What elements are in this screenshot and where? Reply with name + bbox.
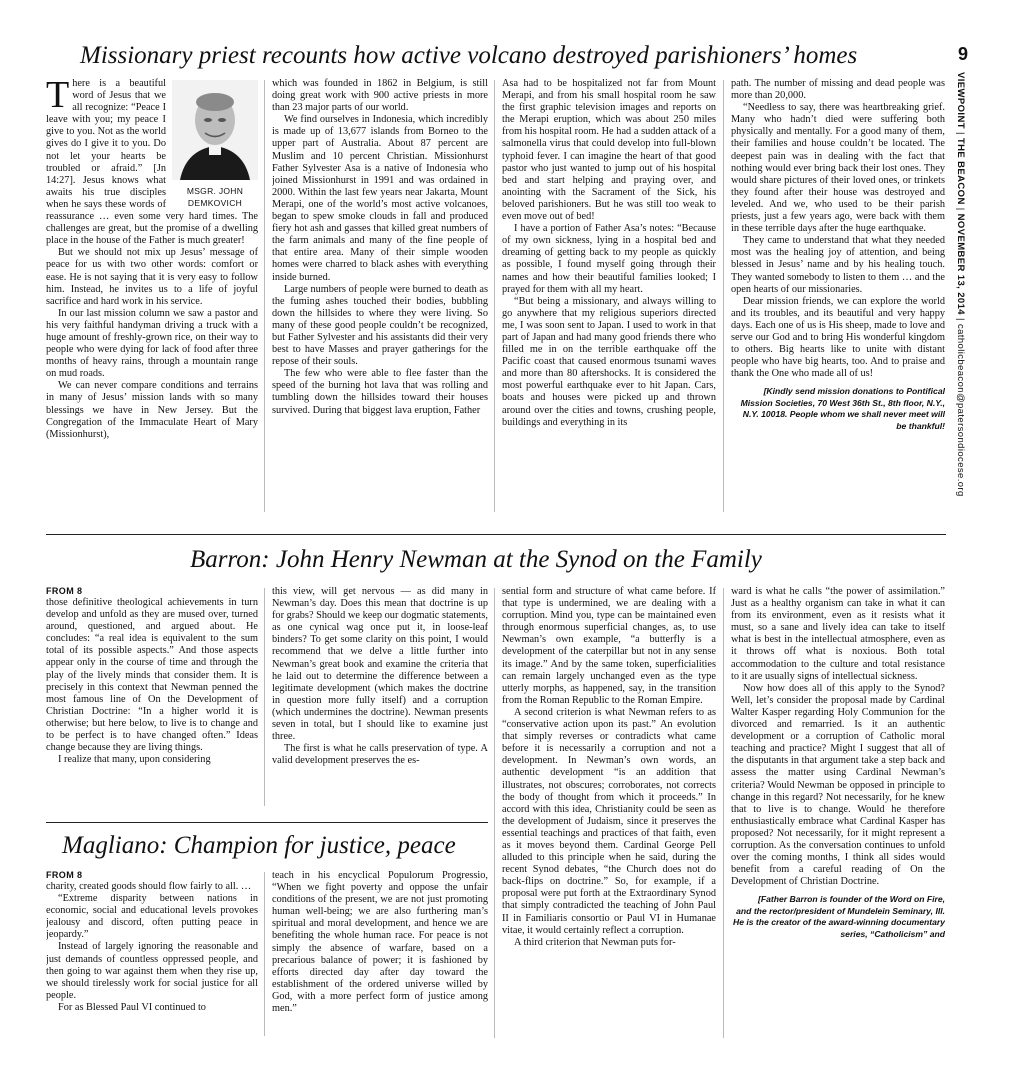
article1-paragraph: We find ourselves in Indonesia, which incredibly is made up of 13,677 islands from Borneo to the upper part of Australia. About 87 percent are Muslim and 10 percent Christian. Missionhurst Father Sylvester Asa is a native of Indonesia who joined Missionhurst in 1991 and was ordained in 2000. Within the last few years near Jakarta, Mount Merapi, one of the world’s most active volcanoes, began to spew smoke clouds in fall and produced fiery hot ash and gasses that killed great numbers of the farm animals and many of the fine people of that entire area. Many of their simple wooden homes were charred to black ashes with everything inside burned. — [272, 114, 488, 283]
article1-footnote: [Kindly send mission donations to Pontifical Mission Societies, 70 West 36th St., 8th floor, N.Y., N.Y. 10018. People whom we shall never meet will be thankful! — [740, 386, 945, 431]
section-name: VIEWPOINT — [955, 72, 966, 129]
article2-column-2 — [272, 586, 488, 810]
article3-paragraph: “Extreme disparity between nations in economic, social and educational levels provokes jealousy and discord, often putting peace in jeopardy.” — [46, 893, 258, 941]
sidebar-separator-2: | — [955, 207, 966, 211]
article2-paragraph: I realize that many, upon considering — [58, 754, 211, 766]
article3-paragraph: charity, created goods should flow fairly to all. … — [46, 881, 252, 892]
article2-footnote: [Father Barron is founder of the Word on Fire, and the rector/president of Mundelein Seminary, Ill. He is the creator of the award-winning documentary series, “Catholicism” and — [732, 894, 945, 939]
page-number: 9 — [957, 44, 968, 64]
article2-paragraph: those definitive theological achievements in turn develop and unfold as they are mused over, turned around, questioned, and argued about. He concludes: “a real idea is equivalent to the sum total of its possible aspects.” And those aspects appear only in the course of time and through the play of the lively minds that consider them. It is precisely in this context that Newman penned the most famous line of On the Development of Christian Doctrine: “In a higher world it is otherwise; but here below, to live is to change and to be perfect is to have changed often.” Ideas change because they are living things. — [46, 597, 258, 754]
article2-paragraph: sential form and structure of what came before. If that type is undermined, we are dealing with a corruption. Mind you, type can be maintained even through enormous superficial changes, as, to use Newman’s own example, “a butterfly is a development of the caterpillar but not in any sense its image.” And by the same token, superficialities can remain largely unchanged even as the type utterly morphs, as happened, say, in the transition from the Roman Republic to the Roman Empire. — [502, 586, 716, 706]
sidebar-separator-1: | — [955, 131, 966, 135]
drop-cap: T — [46, 78, 70, 116]
article1-paragraph: path. The number of missing and dead people was more than 20,000. — [731, 78, 945, 102]
article1-column-4 — [731, 78, 945, 514]
column-divider — [723, 80, 724, 512]
article1-paragraph: The few who were able to flee faster than the speed of the burning hot lava that was rolling and tumbling down the hillsides toward their houses survived. During that biggest lava eruption, Father — [272, 368, 488, 416]
section-rule — [46, 822, 488, 823]
article3-paragraph: teach in his encyclical Populorum Progressio, “When we fight poverty and oppose the unfair conditions of the present, we are not just promoting human well-being; we are also furthering man’s spiritual and moral development, and hence we are benefiting the whole human race. For peace is not simply the absence of warfare, based on a precarious balance of power; it is fashioned by efforts directed day after day toward the establishment of the ordered universe willed by God, with a more perfect form of justice among men.” — [272, 870, 488, 1015]
article3-headline: Magliano: Champion for justice, peace — [62, 832, 456, 859]
website: catholicbeacon@patersondiocese.org — [955, 323, 966, 497]
column-divider — [264, 80, 265, 512]
issue-date: NOVEMBER 13, 2014 — [955, 213, 966, 315]
article1-paragraph: They came to understand that what they needed most was the healing joy of attention, and being blessed in Jesus’ name and by his healing touch. They wanted somebody to listen to them … and the open hearts of our missionaries. — [731, 235, 945, 295]
column-divider — [494, 588, 495, 1038]
article1-paragraph: which was founded in 1862 in Belgium, is still doing great work with 900 active priests in more than 23 major parts of our world. — [272, 78, 488, 114]
article2-column-1 — [46, 586, 258, 810]
article3-paragraph: Instead of largely ignoring the reasonable and just demands of countless oppressed people, and then going to war against them when they rise up, we should tirelessly work for social justice for all people. — [46, 941, 258, 1001]
article3-column-2 — [272, 870, 488, 1040]
column-divider — [494, 80, 495, 512]
article1-paragraph: In our last mission column we saw a pastor and his very faithful handyman driving a truck with a huge amount of freshly-grown rice, on their way to people who were dying for lack of food after three months of heavy rains, through a mountain range on mud roads. — [46, 307, 258, 380]
continued-from-label: FROM 8 — [46, 586, 83, 596]
article2-column-3 — [502, 586, 716, 1042]
photo-caption-line-2: DEMKOVICH — [187, 198, 243, 209]
column-divider — [264, 872, 265, 1036]
sidebar-text — [955, 72, 966, 497]
article2-paragraph: A second criterion is what Newman refers to as “conservative action upon its past.” An evolution that simply reverses or contradicts what came before it is necessarily a corruption and not a development. In Newman’s own words, an authentic development “is an addition that illustrates, not obscures; corroborates, not corrects the body of thought from which it proceeds.” In accord with this idea, Christianity could be seen as the development of Judaism, since it preserves the essential teachings and practices of that faith, even as it moves beyond them. Cardinal George Pell alluded to this principle when he said, during the recent Synod debates, “the Church does not do back-flips on doctrine.” So, for example, if a proposal were put forth at the Extraordinary Synod that simply contradicted the teaching of John Paul II in Familiaris consortio or Paul VI in Humanae vitae, it would certainly reflect a corruption. — [502, 706, 716, 936]
column-divider — [723, 588, 724, 1038]
column-divider — [264, 588, 265, 806]
article3-column-1 — [46, 870, 258, 1040]
photo-caption-line-1: MSGR. JOHN — [186, 186, 244, 197]
lead-text: here is a beautiful word of Jesus that we all recognize: “Peace I leave with you; my peace I give to you. Not as the world gives do I give it to you. Do not let your hearts be troubled or afraid.” [Jn 14:27]. Jesus knows what awaits his true disciples when he says these words of reassurance … even some very hard times. The challenges are great, but the promise of a dwelling place in the house of the Father is much greater! — [46, 78, 258, 247]
page-sidebar — [948, 44, 978, 514]
article2-column-4 — [731, 586, 945, 1042]
article2-paragraph: Now how does all of this apply to the Synod? Well, let’s consider the proposal made by Cardinal Walter Kasper regarding Holy Communion for the divorced and remarried. Is it an authentic development or a corruption of Catholic moral teaching and practice? Might I suggest that all of the disputants in that argument take a step back and assess the matter using Cardinal Newman’s criteria? Would Newman be opposed in principle to change in this regard? Not necessarily, for he knew that to live is to change. Would he therefore enthusiastically embrace what Cardinal Kasper has proposed? Not necessarily, for it might represent a corruption. As the conversation continues to unfold over the coming months, I think all sides would benefit from a careful reading of On the Development of Christian Doctrine. — [731, 682, 945, 888]
article1-paragraph: “Needless to say, there was heartbreaking grief. Many who hadn’t died were suffering both physically and mentally. For a good many of them, their families and house couldn’t be located. The deepest pain was in dealing with the fact that nothing would ever bring back their lost ones. They would share pictures of their loved ones, or trinkets they found after their house was destroyed and leveled. And we, who used to be their parish priests, just a few years ago, were back with them in these terrible days after the huge earthquake. — [731, 102, 945, 235]
article3-paragraph: For as Blessed Paul VI continued to — [58, 1001, 206, 1013]
continued-from-label: FROM 8 — [46, 870, 83, 880]
article1-paragraph: “But being a missionary, and always willing to go anywhere that my religious superiors directed me, I was soon sent to Japan. I used to work in that part of Japan and had many good friends there who filled me in on the terrible earthquake off the Pacific coast that caused enormous tsunami waves and more than 80 aftershocks. It is considered the most powerful earthquake ever to hit Japan. Cars, boats and houses were picked up and thrown around over the cities and towns, crushing people, buildings and everything in its — [502, 295, 716, 428]
article1-paragraph: Dear mission friends, we can explore the world and its troubles, and its beautiful and very happy days. Each one of us is His sheep, made to love and serve our God and to bring His wonderful kingdom to others. Big hearts like to unite with distant people who have big hearts, too. And to praise and thank the One who made all of us! — [731, 295, 945, 380]
article1-paragraph: Asa had to be hospitalized not far from Mount Merapi, and from his small hospital room he saw the first graphic television images and reports on the Merapi eruption, which was about 250 miles from his hospital room. He had a sudden attack of a salmonella virus that could develop into full-blown typhoid fever. I can imagine the heart of that good pastor who just wanted to jump out of his hospital bed and start helping and praying over, and anointing with the Sacrament of the Sick, his beloved parishioners. But he was still too weak to even move out of bed! — [502, 78, 716, 223]
article1-column-3 — [502, 78, 716, 514]
article2-headline: Barron: John Henry Newman at the Synod on the Family — [190, 546, 762, 573]
article2-paragraph: this view, will get nervous — as did many in Newman’s day. Does this mean that doctrine is up for grabs? Should we keep our dogmatic statements, as one cynical wag once put it, in loose-leaf binders? To get some clarity on this point, I would recommend that we delve a little further into Newman’s great book and examine the criteria that he laid out to determine the difference between a legitimate development (which makes the doctrine in question more fully itself) and a corruption (which undermines the doctrine). Newman presents seven in total, but I should like to examine just three. — [272, 586, 488, 743]
article1-paragraph: We can never compare conditions and terrains in many of Jesus’ mission lands with so many blessings we have in New Jersey. But the Congregation of the Immaculate Heart of Mary (Missionhurst), — [46, 380, 258, 440]
article2-paragraph: The first is what he calls preservation of type. A valid development preserves the es- — [272, 743, 488, 767]
article1-column-2 — [272, 78, 488, 514]
article1-headline: Missionary priest recounts how active volcano destroyed parishioners’ homes — [80, 42, 858, 69]
sidebar-separator-3: | — [955, 318, 966, 321]
author-photo — [172, 80, 258, 208]
paper-name: THE BEACON — [955, 137, 966, 205]
section-rule — [46, 534, 946, 535]
article1-lead-paragraph — [46, 78, 258, 247]
article1-paragraph: I have a portion of Father Asa’s notes: “Because of my own sickness, lying in a hospital bed and dreaming of getting back to my people as quickly as possible, I found myself going through their names and how their beautiful families looked; I prayed for them with all my heart. — [502, 223, 716, 295]
article2-paragraph: A third criterion that Newman puts for- — [514, 936, 676, 948]
article1-paragraph: Large numbers of people were burned to death as the fuming ashes touched their bodies, bubbling down the hillsides to where they were living. So many of these good people couldn’t be recognized, but Father Sylvester and his assistants did their very best to have Masses and prayer gatherings for the repose of their souls. — [272, 283, 488, 368]
article2-paragraph: ward is what he calls “the power of assimilation.” Just as a healthy organism can take in what it can from its environment, even as it resists what it must, so a sane and lively idea can take to itself what is best in the intellectual atmosphere, even as it throws off what is noxious. Both total accommodation to the culture and total resistance to it are usually signs of intellectual sickness. — [731, 586, 945, 682]
author-portrait-image — [172, 80, 258, 180]
article1-paragraph: But we should not mix up Jesus’ message of peace for us with two other words: comfort or ease. He is not saying that it is very easy to follow him. Instead, he invites us to a life of joyful sacrifice and hard work in his service. — [46, 247, 258, 307]
article1-column-1 — [46, 78, 258, 514]
